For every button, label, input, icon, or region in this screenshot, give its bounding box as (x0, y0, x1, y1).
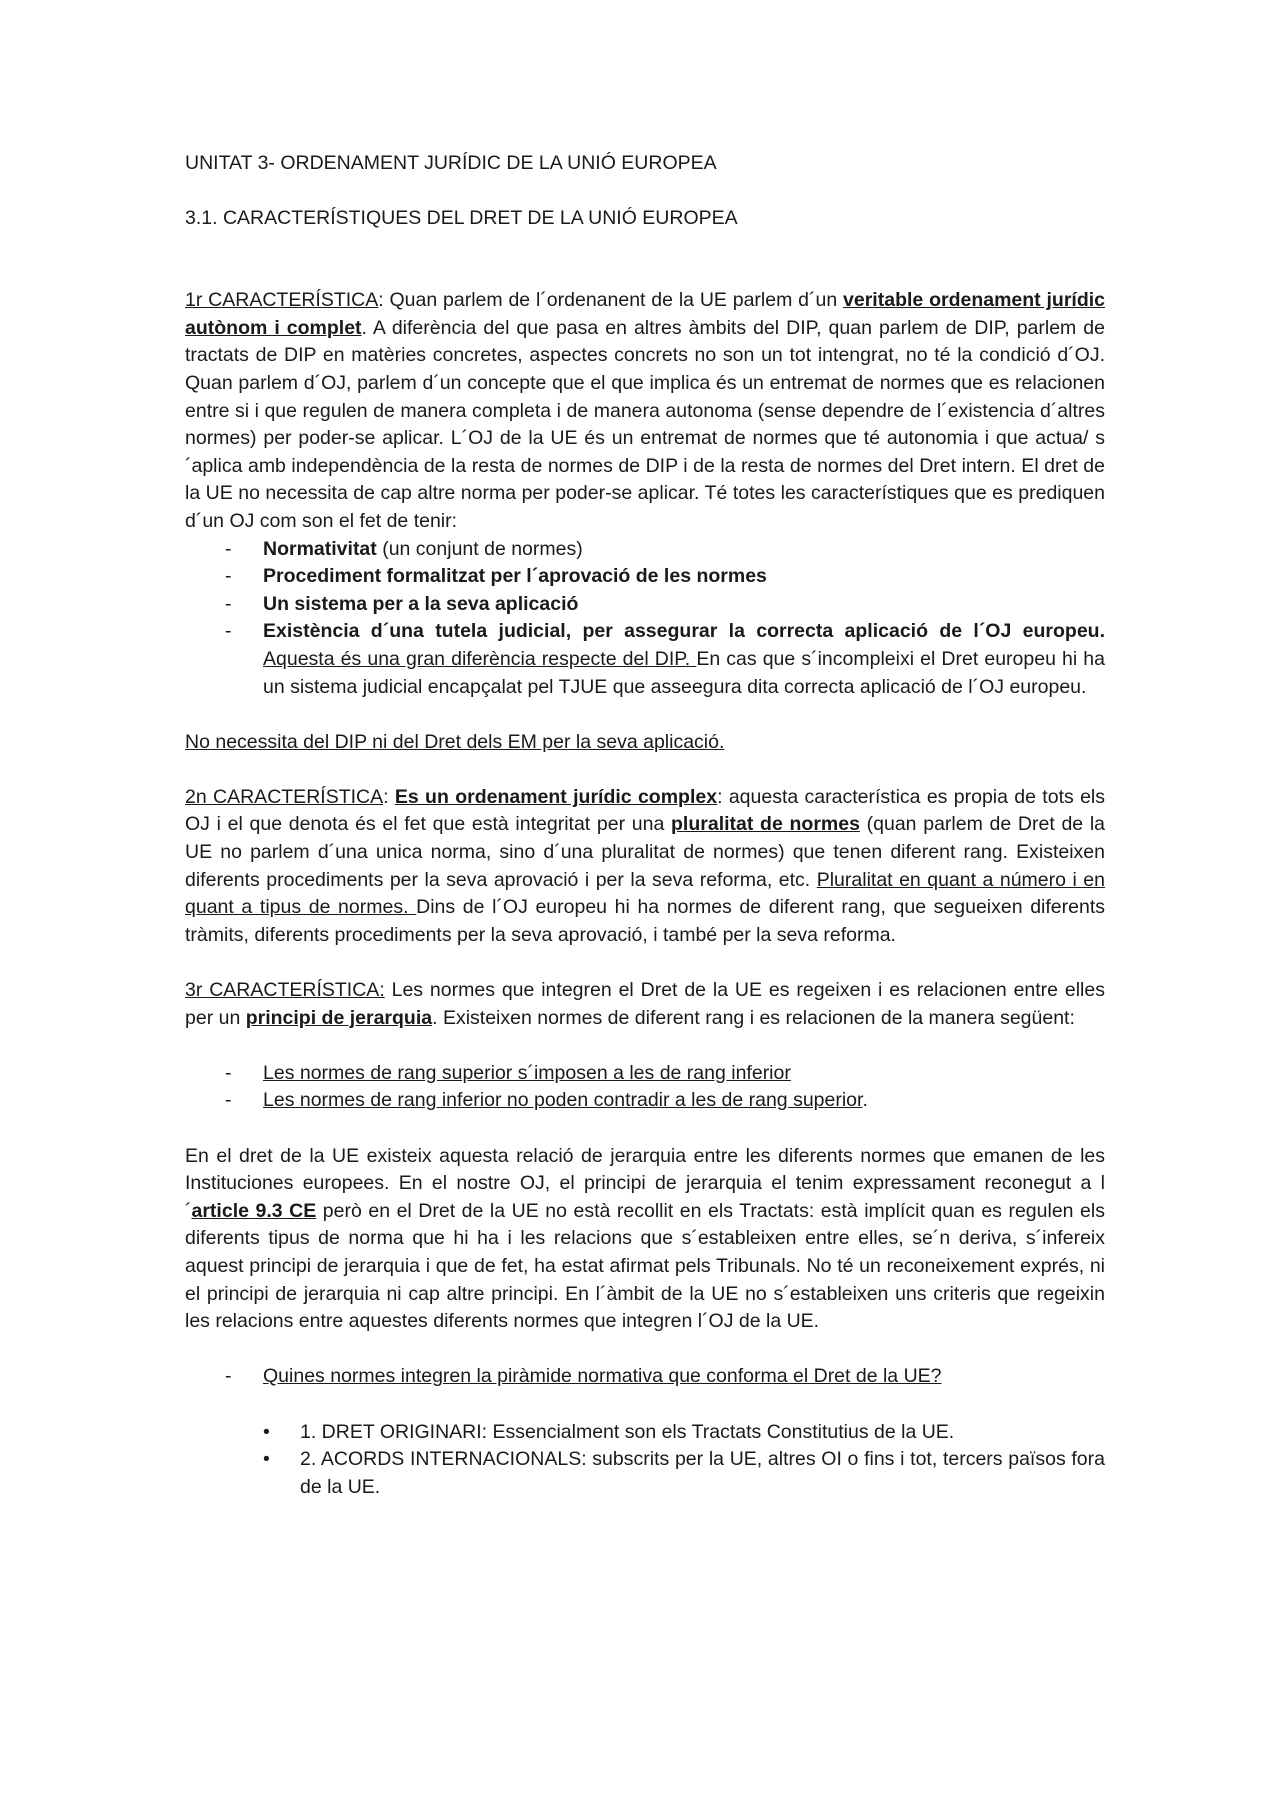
characteristic-3-list (185, 1060, 1105, 1115)
list-item: - Les normes de rang superior s´imposen a les de rang inferior (185, 1060, 1105, 1088)
characteristic-3-paragraph: 3r CARACTERÍSTICA: Les normes que integren el Dret de la UE es regeixen i es relacionen entre elles per un principi de jerarquia. Existeixen normes de diferent rang i es relacionen de la manera següent: (185, 979, 1105, 1029)
list-item: • 2. ACORDS INTERNACIONALS: subscrits per la UE, altres OI o fins i tot, tercers països fora de la UE. (185, 1446, 1105, 1501)
hierarchy-paragraph: En el dret de la UE existeix aquesta relació de jerarquia entre les diferents normes que emanen de les Instituciones europees. En el nostre OJ, el principi de jerarquia el tenim expressament reconegut a l´article 9.3 CE però en el Dret de la UE no està recollit en els Tractats: està implícit quan es regulen els diferents tipus de norma que hi ha i les relacions que s´estableixen entre elles, se´n deriva, s´infereix aquest principi de jerarquia i que de fet, ha estat afirmat pels Tribunals. No té un reconeixement exprés, ni el principi de jerarquia ni cap altre principi. En l´àmbit de la UE no s´estableixen uns criteris que regeixin les relacions entre aquestes diferents normes que integren l´OJ de la UE. (185, 1144, 1105, 1333)
list-item (185, 1363, 1105, 1391)
characteristic-1-key: veritable ordenament jurídic autònom i complet (185, 289, 1106, 339)
characteristic-1-list (185, 536, 1105, 702)
characteristic-1-label: 1r CARACTERÍSTICA (185, 289, 379, 312)
characteristic-3-label: 3r CARACTERÍSTICA: (185, 979, 385, 1002)
pyramid-question: Quines normes integren la piràmide normativa que conforma el Dret de la UE? (263, 1365, 942, 1388)
article-reference: article 9.3 CE (191, 1199, 317, 1222)
section-title: 3.1. CARACTERÍSTIQUES DEL DRET DE LA UNIÓ EUROPEA (185, 206, 738, 229)
characteristic-1-paragraph (185, 287, 1105, 535)
characteristic-2-label: 2n CARACTERÍSTICA (185, 785, 384, 808)
characteristic-2-key2: pluralitat de normes (671, 813, 860, 836)
document-body (185, 150, 1105, 1501)
unit-title: UNITAT 3- ORDENAMENT JURÍDIC DE LA UNIÓ EUROPEA (185, 152, 717, 174)
list-item: - Existència d´una tutela judicial, per assegurar la correcta aplicació de l´OJ europeu. Aquesta és una gran diferència respecte del DIP. En cas que s´incompleixi el Dret europeu hi ha un sistema judicial encapçalat pel TJUE que asseegura dita correcta aplicació de l´OJ europeu. (185, 618, 1105, 701)
characteristic-2-key: Es un ordenament jurídic complex (394, 785, 718, 808)
list-item: • 1. DRET ORIGINARI: Essencialment son els Tractats Constitutius de la UE. (185, 1419, 1105, 1447)
characteristic-1-intro: : Quan parlem de l´ordenanent de la UE parlem d´un (378, 289, 844, 312)
characteristic-3-key: principi de jerarquia (245, 1006, 433, 1029)
list-item: - Procediment formalitzat per l´aprovació de les normes (185, 563, 1105, 591)
characteristic-1-note: No necessita del DIP ni del Dret dels EM per la seva aplicació. (185, 730, 725, 753)
characteristic-1-body: . A diferència del que pasa en altres àmbits del DIP, quan parlem de DIP, parlem de tractats de DIP en matèries concretes, aspectes concrets no son un tot intengrat, no té la condició d´OJ. Quan parlem d´OJ, parlem d´un concepte que el que implica és un entremat de normes que es relacionen entre si i que regulen de manera completa i de manera autonoma (sense dependre de l´existencia d´altres normes) per poder-se aplicar. L´OJ de la UE és un entremat de normes que té autonomia i que actua/ s´aplica amb independència de la resta de normes de DIP i de la resta de normes del Dret intern. El dret de la UE no necessita de cap altre norma per poder-se aplicar. Té totes les característiques que es prediquen d´un OJ com son el fet de tenir: (185, 316, 1105, 532)
list-item: - Un sistema per a la seva aplicació (185, 591, 1105, 619)
characteristic-2-paragraph: 2n CARACTERÍSTICA: Es un ordenament jurídic complex: aquesta característica es propia de tots els OJ i el que denota és el fet que està integritat per una pluralitat de normes (quan parlem de Dret de la UE no parlem d´una unica norma, sino d´una pluralitat de normes) que tenen diferent rang. Existeixen diferents procediments per la seva aprovació i per la seva reforma, etc. Pluralitat en quant a número i en quant a tipus de normes. Dins de l´OJ europeu hi ha normes de diferent rang, que segueixen diferents tràmits, diferents procediments per la seva aprovació, i també per la seva reforma. (185, 785, 1106, 946)
norms-bullet-list (185, 1419, 1105, 1502)
list-item: - Les normes de rang inferior no poden contradir a les de rang superior. (185, 1087, 1105, 1115)
question-list (185, 1363, 1105, 1391)
list-item: - Normativitat (un conjunt de normes) (185, 536, 1105, 564)
